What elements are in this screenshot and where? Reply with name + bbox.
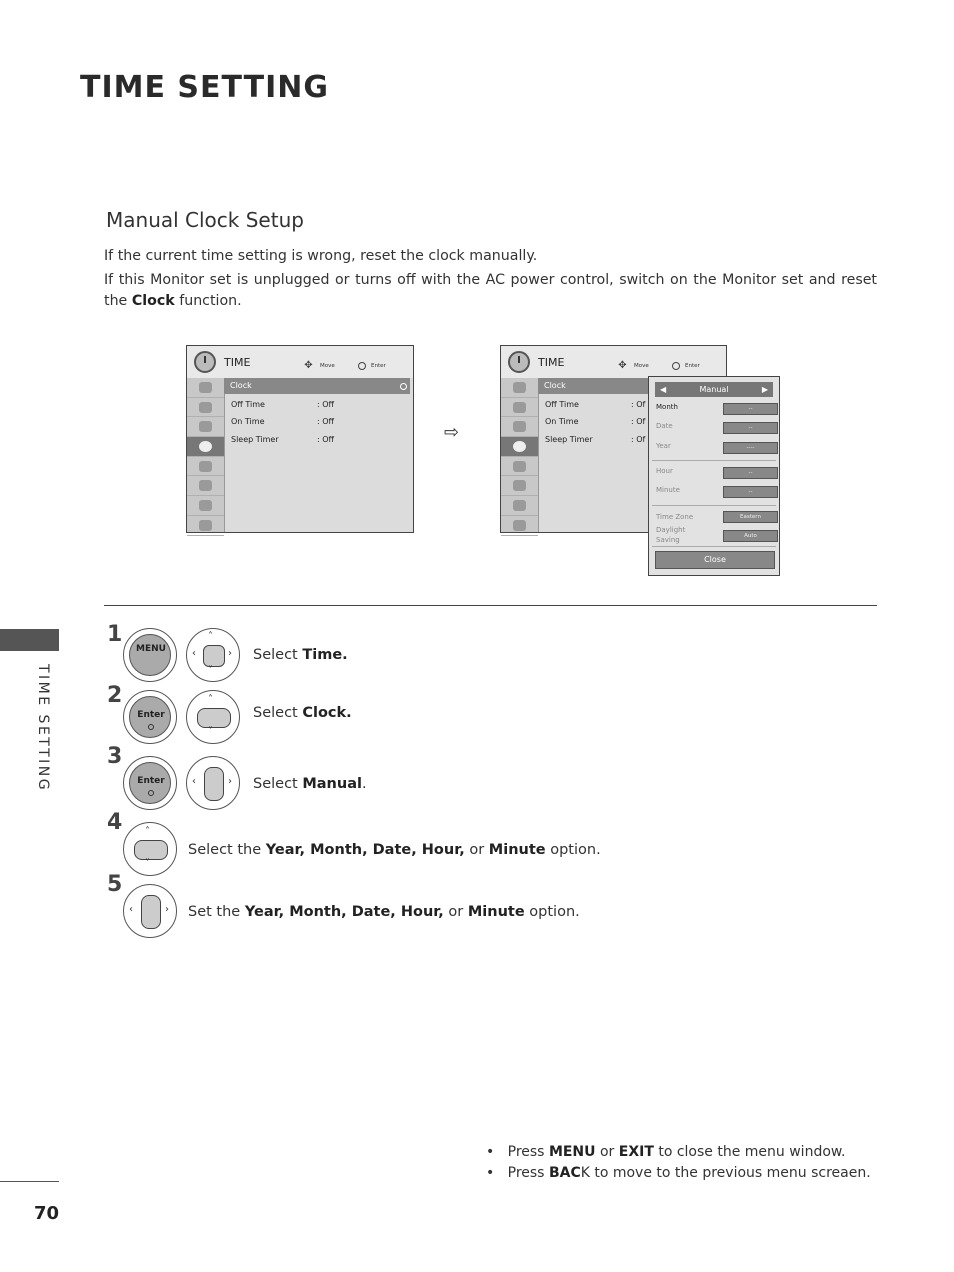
- year-label: Year: [656, 442, 671, 450]
- step-bold: Year, Month, Date, Hour,: [265, 842, 465, 858]
- menu-header: [501, 346, 726, 378]
- menu-item-off-time[interactable]: Off Time: [231, 400, 265, 409]
- note-bold: Clock: [131, 293, 175, 309]
- input-menu-icon[interactable]: [187, 496, 224, 516]
- month-label: Month: [656, 403, 678, 411]
- enter-hint: Enter: [685, 363, 700, 369]
- date-field[interactable]: --: [723, 422, 778, 434]
- sleep-timer-value: : Off: [317, 435, 335, 444]
- menu-item-sleep-timer[interactable]: Sleep Timer: [231, 435, 279, 444]
- off-time-value: : Off: [317, 400, 335, 409]
- step-bold-2: Minute: [467, 904, 525, 920]
- divider: [104, 605, 877, 606]
- chevron-down-icon: ˅: [208, 665, 213, 676]
- chevron-right-icon: ›: [165, 904, 169, 915]
- dst-label-2: Saving: [656, 536, 680, 544]
- page-number: 70: [34, 1203, 60, 1224]
- date-label: Date: [656, 422, 673, 430]
- note-prefix: If this Monitor set is unplugged or turns off with the AC power control, switch on the Monitor set and reset the: [104, 272, 877, 309]
- section-title: Manual Clock Setup: [106, 208, 304, 232]
- step-bold: Year, Month, Date, Hour,: [244, 904, 444, 920]
- move-hint: Move: [320, 363, 335, 369]
- note-mid: or: [599, 1144, 615, 1160]
- timezone-field[interactable]: Eastern: [723, 511, 778, 523]
- time-menu-icon[interactable]: [501, 437, 538, 457]
- step-prefix: Select the: [188, 842, 262, 858]
- step-prefix: Select: [253, 705, 298, 721]
- arrow-left-icon[interactable]: ◀: [660, 385, 667, 394]
- menu-icon-column: [187, 378, 225, 532]
- move-icon: ✥: [304, 360, 313, 371]
- step-text: [253, 647, 348, 663]
- note-bold-2: EXIT: [618, 1144, 654, 1160]
- step-number: 4: [107, 810, 123, 835]
- step-suffix: .: [361, 776, 367, 792]
- ok-key: [203, 645, 225, 667]
- menu-button: [123, 628, 177, 682]
- picture-menu-icon[interactable]: [187, 378, 224, 398]
- audio-menu-icon[interactable]: [187, 398, 224, 418]
- step-text: [253, 705, 352, 721]
- dst-label-1: Daylight: [656, 526, 686, 534]
- note-item: [486, 1144, 846, 1160]
- note-paragraph: [104, 270, 877, 312]
- lock-menu-icon[interactable]: [187, 476, 224, 496]
- clock-icon: [194, 351, 216, 373]
- menu-item-clock[interactable]: Clock: [224, 378, 410, 394]
- mode-selector[interactable]: [655, 382, 773, 397]
- step-suffix: option.: [550, 842, 601, 858]
- chevron-left-icon: ‹: [129, 904, 133, 915]
- on-time-value: : Of: [631, 417, 646, 426]
- chevron-up-icon: ˄: [208, 631, 213, 642]
- close-button[interactable]: Close: [655, 551, 775, 569]
- note-item: [486, 1165, 871, 1181]
- enter-dot-icon: [148, 790, 154, 796]
- chevron-down-icon: ˅: [208, 726, 213, 737]
- step-text: [188, 842, 601, 858]
- note-suffix: K to move to the previous menu screaen.: [580, 1165, 871, 1181]
- page-title: TIME SETTING: [80, 70, 330, 105]
- setup-menu-icon[interactable]: [501, 417, 538, 437]
- enter-button-face: [129, 762, 171, 804]
- clock-icon: [508, 351, 530, 373]
- audio-menu-icon[interactable]: [501, 398, 538, 418]
- enter-icon: [400, 383, 407, 390]
- ok-key: [141, 895, 161, 929]
- option-menu-icon[interactable]: [501, 457, 538, 477]
- media-menu-icon[interactable]: [501, 516, 538, 536]
- menu-button-label: MENU: [136, 644, 166, 654]
- menu-item-clock[interactable]: Clock: [538, 378, 724, 394]
- chevron-right-icon: ›: [228, 648, 232, 659]
- step-text: [188, 904, 580, 920]
- picture-menu-icon[interactable]: [501, 378, 538, 398]
- chevron-down-icon: ˅: [145, 858, 150, 869]
- input-menu-icon[interactable]: [501, 496, 538, 516]
- setup-menu-icon[interactable]: [187, 417, 224, 437]
- move-hint: Move: [634, 363, 649, 369]
- enter-icon: [358, 362, 366, 370]
- step-bold: Time.: [302, 647, 348, 663]
- step-prefix: Set the: [188, 904, 241, 920]
- step-mid: or: [448, 904, 464, 920]
- arrow-right-icon[interactable]: ▶: [761, 385, 768, 394]
- step-number: 3: [107, 744, 123, 769]
- chevron-left-icon: ‹: [192, 776, 196, 787]
- divider: [652, 460, 776, 461]
- step-number: 1: [107, 622, 123, 647]
- chevron-up-icon: ˄: [145, 826, 150, 837]
- option-menu-icon[interactable]: [187, 457, 224, 477]
- menu-icon-column: [501, 378, 539, 532]
- note-bold: MENU: [548, 1144, 596, 1160]
- step-text: [253, 776, 367, 792]
- enter-button-label: Enter: [137, 710, 165, 720]
- arrow-right-icon: ⇨: [444, 422, 460, 443]
- enter-button-face: [129, 696, 171, 738]
- step-mid: or: [469, 842, 485, 858]
- chevron-left-icon: ‹: [192, 648, 196, 659]
- menu-item-on-time[interactable]: On Time: [545, 417, 579, 426]
- menu-button-face: [129, 634, 171, 676]
- menu-header: [187, 346, 413, 378]
- sleep-timer-value: : Of: [631, 435, 646, 444]
- step-bold-2: Minute: [488, 842, 546, 858]
- note-prefix: Press: [507, 1165, 545, 1181]
- step-suffix: option.: [529, 904, 580, 920]
- divider: [652, 546, 776, 547]
- minute-label: Minute: [656, 486, 680, 494]
- bullet-icon: •: [486, 1144, 504, 1160]
- side-label: TIME SETTING: [35, 664, 51, 793]
- on-time-value: : Off: [317, 417, 335, 426]
- menu-item-on-time[interactable]: On Time: [231, 417, 265, 426]
- time-menu-icon[interactable]: [187, 437, 224, 457]
- enter-dot-icon: [148, 724, 154, 730]
- up-down-pad: [123, 822, 177, 876]
- enter-icon: [672, 362, 680, 370]
- menu-item-sleep-timer[interactable]: Sleep Timer: [545, 435, 593, 444]
- chevron-right-icon: ›: [228, 776, 232, 787]
- chevron-up-icon: ˄: [208, 694, 213, 705]
- bullet-icon: •: [486, 1165, 504, 1181]
- step-prefix: Select: [253, 776, 298, 792]
- hour-label: Hour: [656, 467, 673, 475]
- enter-button: [123, 756, 177, 810]
- minute-field[interactable]: --: [723, 486, 778, 498]
- note-suffix: to close the menu window.: [658, 1144, 846, 1160]
- note-bold: BAC: [548, 1165, 581, 1181]
- ok-key: [134, 840, 168, 860]
- enter-button-label: Enter: [137, 776, 165, 786]
- divider: [0, 1181, 59, 1182]
- timezone-label: Time Zone: [656, 513, 694, 521]
- dst-field[interactable]: Auto: [723, 530, 778, 542]
- ok-key: [204, 767, 224, 801]
- left-right-pad: [186, 756, 240, 810]
- left-right-pad: [123, 884, 177, 938]
- step-number: 2: [107, 683, 123, 708]
- note-prefix: Press: [507, 1144, 545, 1160]
- up-down-pad: [186, 690, 240, 744]
- step-bold: Manual: [302, 776, 362, 792]
- step-bold: Clock.: [302, 705, 352, 721]
- step-prefix: Select: [253, 647, 298, 663]
- clock-popup: [648, 376, 780, 576]
- time-menu-screen: [186, 345, 414, 533]
- divider: [652, 505, 776, 506]
- month-field[interactable]: --: [723, 403, 778, 415]
- navigation-pad: [186, 628, 240, 682]
- menu-title: TIME: [538, 356, 565, 369]
- lock-menu-icon[interactable]: [501, 476, 538, 496]
- hour-field[interactable]: --: [723, 467, 778, 479]
- ok-key: [197, 708, 231, 728]
- intro-text: If the current time setting is wrong, reset the clock manually.: [104, 248, 538, 264]
- side-tab: [0, 629, 59, 651]
- enter-hint: Enter: [371, 363, 386, 369]
- media-menu-icon[interactable]: [187, 516, 224, 536]
- menu-item-off-time[interactable]: Off Time: [545, 400, 579, 409]
- menu-title: TIME: [224, 356, 251, 369]
- year-field[interactable]: ----: [723, 442, 778, 454]
- note-suffix: function.: [179, 293, 242, 309]
- enter-button: [123, 690, 177, 744]
- step-number: 5: [107, 872, 123, 897]
- move-icon: ✥: [618, 360, 627, 371]
- off-time-value: : Of: [631, 400, 646, 409]
- mode-value: Manual: [699, 385, 729, 394]
